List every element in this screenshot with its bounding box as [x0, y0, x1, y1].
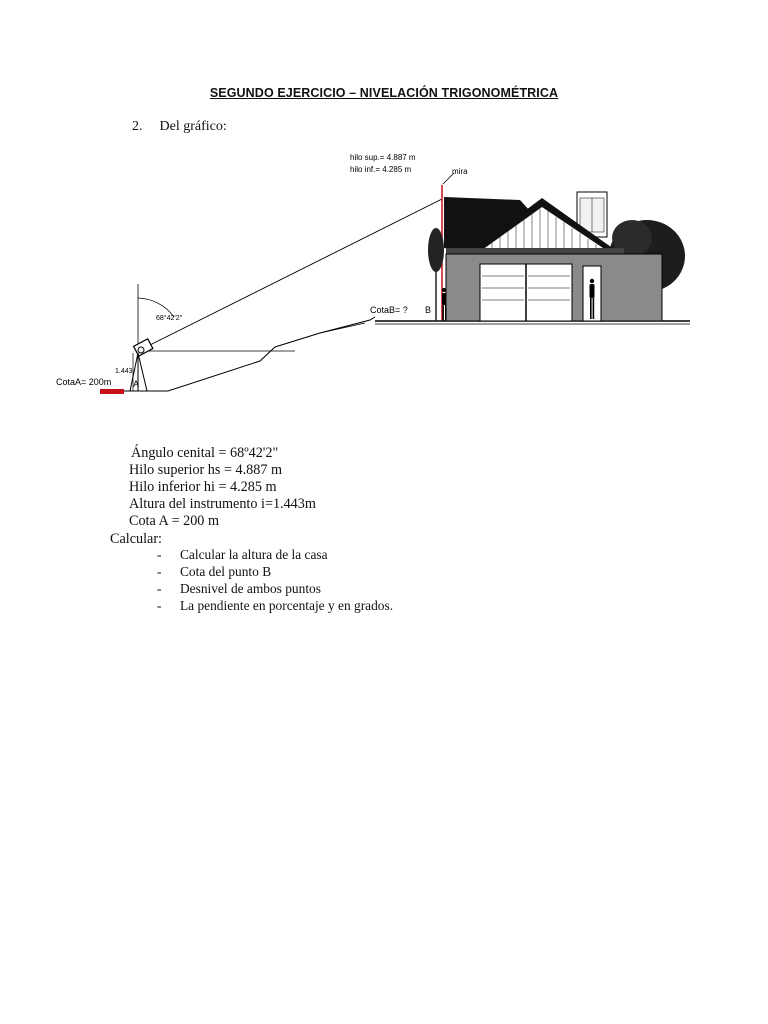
given-instrument-height: Altura del instrumento i=1.443m	[129, 496, 316, 512]
hilo-inferior-label: hilo inf.= 4.285 m	[350, 165, 412, 174]
angle-label: 68°42'2"	[156, 315, 183, 322]
cota-b-label: CotaB= ?	[370, 305, 408, 315]
hilo-superior-label: hilo sup.= 4.887 m	[350, 153, 416, 162]
task-elevation-b: Cota del punto B	[180, 564, 272, 579]
item-number: 2.	[132, 119, 143, 134]
point-a-label: A	[133, 379, 140, 389]
item-text: Del gráfico:	[159, 119, 227, 134]
mira-label: mira	[452, 167, 468, 176]
given-upper-thread: Hilo superior hs = 4.887 m	[129, 462, 283, 478]
document-title: SEGUNDO EJERCICIO – NIVELACIÓN TRIGONOMÉTRICA	[209, 86, 559, 100]
task-house-height: Calcular la altura de la casa	[180, 547, 328, 562]
trigonometric-leveling-diagram	[50, 140, 700, 410]
terrain-upper	[320, 323, 365, 333]
cota-a-label: CotaA= 200m	[56, 377, 112, 387]
house-illustration	[428, 192, 685, 321]
benchmark-a-marker	[100, 389, 124, 394]
given-elevation-a: Cota A = 200 m	[129, 513, 219, 529]
task-height-difference: Desnivel de ambos puntos	[180, 581, 321, 596]
given-zenith-angle: Ángulo cenital = 68º42'2"	[131, 445, 279, 461]
point-b-label: B	[425, 305, 432, 315]
sight-line	[150, 199, 442, 345]
given-lower-thread: Hilo inferior hi = 4.285 m	[129, 479, 277, 495]
instrument-height-label: 1.443	[115, 368, 133, 375]
calculate-heading: Calcular:	[110, 531, 162, 547]
task-slope: La pendiente en porcentaje y en grados.	[180, 598, 394, 613]
item-heading	[132, 119, 227, 135]
